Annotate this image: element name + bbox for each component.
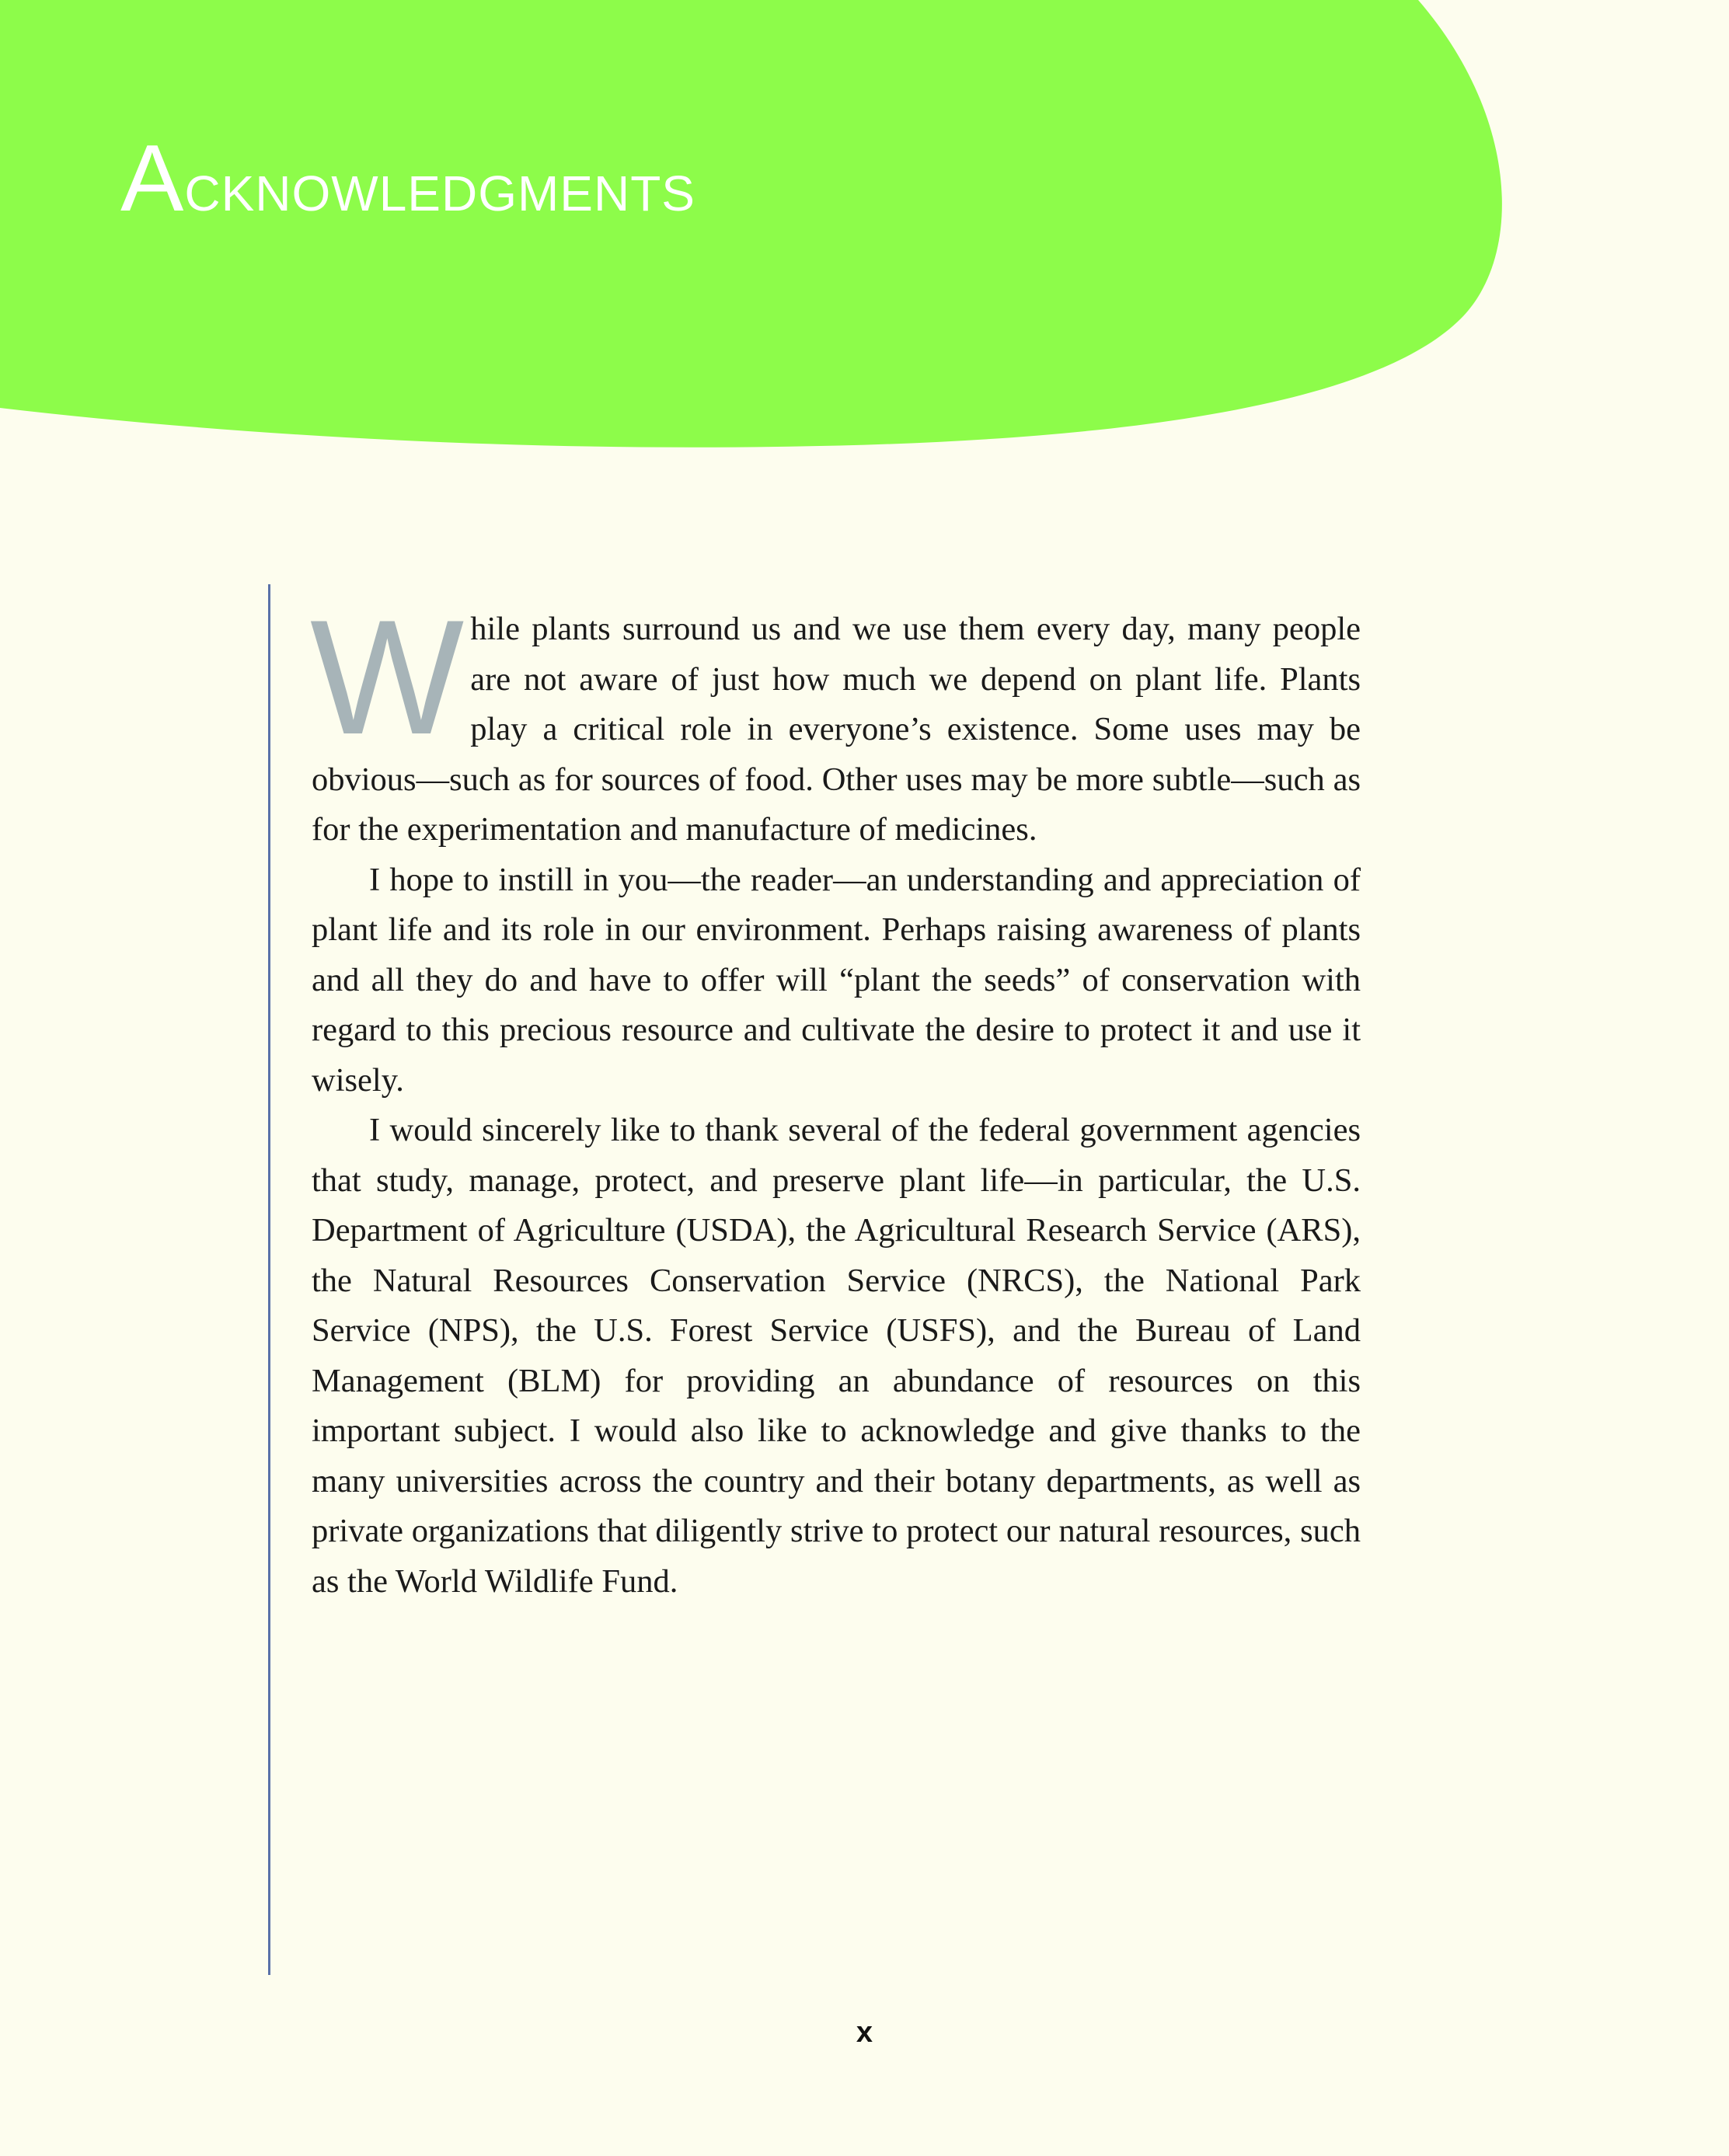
page-number: x bbox=[856, 2016, 873, 2049]
header-green-blob bbox=[0, 0, 1729, 466]
paragraph-1 bbox=[310, 586, 1361, 855]
margin-rule bbox=[268, 584, 270, 1975]
paragraph-1-text: hile plants surround us and we use them every day, many people are not aware of just how much we depend on plant life. Plants play a critical role in everyone’s existence. Some uses may be obvious—such as for sources of food. Other uses may be more subtle—such as for the experimentation and manufacture of medicines. bbox=[312, 611, 1361, 848]
page-title: Acknowledgments bbox=[120, 125, 695, 231]
drop-cap: W bbox=[310, 586, 465, 768]
paragraph-2: I hope to instill in you—the reader—an understanding and appreciation of plant life and its role in our environment. Perhaps raising awareness of plants and all they do and have to offer will “plant the seeds” of conservation with regard to this precious resource and cultivate the desire to protect it and use it wisely. bbox=[312, 861, 1361, 1099]
acknowledgments-body bbox=[310, 586, 1361, 1607]
paragraph-3: I would sincerely like to thank several of the federal government agencies that study, manage, protect, and preserve plant life—in particular, the U.S. Department of Agriculture (USDA), the Agricultural Research Service (ARS), the Natural Resources Conservation Service (NRCS), the National Park Service (NPS), the U.S. Forest Service (USFS), and the Bureau of Land Management (BLM) for providing an abundance of resources on this important subject. I would also like to acknowledge and give thanks to the many universities across the country and their botany departments, as well as private organizations that diligently strive to protect our natural resources, such as the World Wildlife Fund. bbox=[312, 1112, 1361, 1600]
